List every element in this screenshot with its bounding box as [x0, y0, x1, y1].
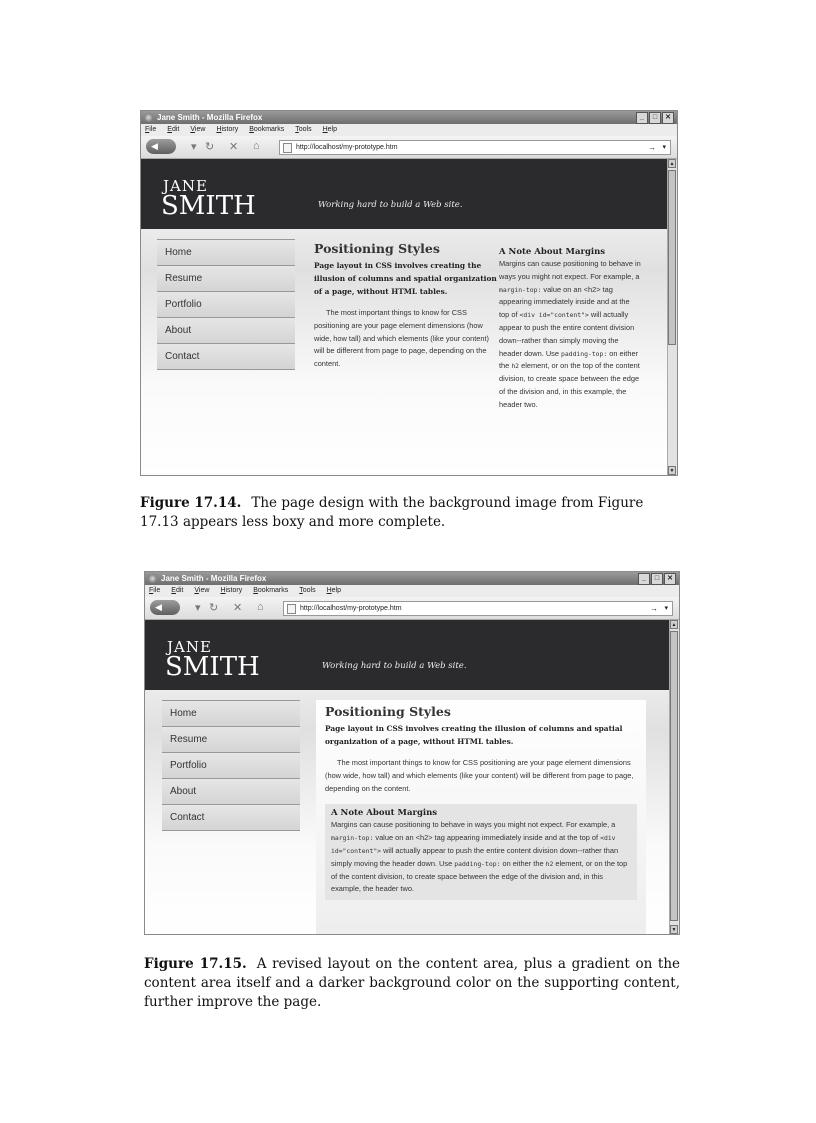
- logo-first-name: JANE: [167, 638, 212, 656]
- body-paragraph: The most important things to know for CSS positioning are your page element dimensions (how wide, how tall) and which elements (like your content) will be different from page to page, depending on the content.: [314, 308, 489, 369]
- menu-tools[interactable]: Tools: [299, 587, 316, 594]
- lead-paragraph: Page layout in CSS involves creating the illusion of columns and spatial organization of a page, without HTML tables.: [325, 724, 623, 746]
- site-header: [145, 620, 670, 690]
- content-heading: Positioning Styles: [314, 241, 440, 256]
- menu-bar: [145, 585, 679, 597]
- note-heading: A Note About Margins: [331, 808, 438, 819]
- home-icon[interactable]: ⌂: [257, 601, 264, 613]
- page-viewport: [141, 159, 668, 475]
- screenshot-figure-17-14: [140, 110, 678, 476]
- window-titlebar: [141, 111, 677, 124]
- navigation-toolbar: [141, 136, 677, 159]
- reload-icon[interactable]: ↻: [205, 141, 215, 153]
- menu-view[interactable]: View: [194, 587, 210, 594]
- minimize-icon[interactable]: _: [636, 112, 648, 124]
- content-heading: Positioning Styles: [325, 704, 451, 719]
- dropdown-icon[interactable]: ▾: [191, 141, 197, 153]
- address-bar[interactable]: [283, 601, 673, 616]
- scroll-up-icon[interactable]: ▲: [671, 622, 677, 628]
- stop-icon[interactable]: ✕: [229, 141, 239, 153]
- url-text: http://localhost/my-prototype.htm: [296, 144, 398, 151]
- nav-contact[interactable]: Contact: [157, 343, 295, 370]
- menu-file[interactable]: File: [149, 587, 161, 594]
- figure-caption-17-14: [140, 494, 678, 532]
- menu-bookmarks[interactable]: Bookmarks: [249, 126, 285, 133]
- firefox-icon: [144, 113, 153, 122]
- address-bar[interactable]: [279, 140, 671, 155]
- site-tagline: Working hard to build a Web site.: [322, 661, 467, 671]
- scroll-thumb[interactable]: [668, 170, 676, 345]
- window-titlebar: [145, 572, 679, 585]
- menu-bookmarks[interactable]: Bookmarks: [253, 587, 289, 594]
- navigation-toolbar: [145, 597, 679, 620]
- window-controls: [636, 112, 674, 124]
- url-dropdown-icon[interactable]: ▾: [662, 144, 666, 151]
- logo-last-name: SMITH: [161, 191, 256, 221]
- vertical-scrollbar[interactable]: [669, 620, 679, 934]
- site-tagline: Working hard to build a Web site.: [318, 200, 463, 210]
- minimize-icon[interactable]: _: [638, 573, 650, 585]
- nav-contact[interactable]: Contact: [162, 804, 300, 831]
- figure-caption-text: The page design with the background image from Figure 17.13 appears less boxy and more complete.: [140, 495, 644, 530]
- maximize-icon[interactable]: □: [651, 573, 663, 585]
- nav-resume[interactable]: Resume: [162, 726, 300, 752]
- go-arrow-icon[interactable]: →: [648, 143, 656, 152]
- nav-about[interactable]: About: [162, 778, 300, 804]
- site-header: [141, 159, 668, 229]
- firefox-icon: [148, 574, 157, 583]
- note-paragraph: Margins can cause positioning to behave in ways you might not expect. For example, a margin-top: value on an <h2> tag appearing immediately inside and at the top of <div id="content"> will actually appear to push the entire content division down--rather than simply moving the header down. Use padding-top: on either the h2 element, or on the top of the content division, to create space between the edge of the division and, in this example, the header two.: [331, 820, 628, 894]
- page-icon: [287, 604, 296, 614]
- menu-help[interactable]: Help: [326, 587, 341, 594]
- menu-help[interactable]: Help: [322, 126, 337, 133]
- menu-file[interactable]: File: [145, 126, 157, 133]
- page-icon: [283, 143, 292, 153]
- dropdown-icon[interactable]: ▾: [195, 602, 201, 614]
- page-viewport: [145, 620, 670, 934]
- nav-home[interactable]: Home: [157, 239, 295, 265]
- site-nav: [157, 239, 295, 370]
- scroll-thumb[interactable]: [670, 631, 678, 921]
- nav-home[interactable]: Home: [162, 700, 300, 726]
- menu-view[interactable]: View: [190, 126, 206, 133]
- window-controls: [638, 573, 676, 585]
- logo-first-name: JANE: [163, 177, 208, 195]
- menu-history[interactable]: History: [216, 126, 239, 133]
- vertical-scrollbar[interactable]: [667, 159, 677, 475]
- logo-last-name: SMITH: [165, 652, 260, 682]
- scroll-down-icon[interactable]: ▼: [669, 468, 675, 474]
- figure-caption-17-15: [144, 955, 680, 1012]
- menu-tools[interactable]: Tools: [295, 126, 312, 133]
- go-arrow-icon[interactable]: →: [650, 604, 658, 613]
- main-content: [314, 241, 498, 371]
- scroll-up-icon[interactable]: ▲: [669, 161, 675, 167]
- window-title: Jane Smith - Mozilla Firefox: [157, 113, 263, 122]
- site-nav: [162, 700, 300, 831]
- back-arrow-icon[interactable]: ◀: [146, 139, 176, 154]
- nav-portfolio[interactable]: Portfolio: [157, 291, 295, 317]
- window-title: Jane Smith - Mozilla Firefox: [161, 574, 267, 583]
- url-dropdown-icon[interactable]: ▾: [664, 605, 668, 612]
- menu-bar: [141, 124, 677, 136]
- main-content: [316, 700, 646, 934]
- body-paragraph: The most important things to know for CSS positioning are your page element dimensions (how wide, how tall) and which elements (like your content) will be different from page to page, depending on the content.: [325, 758, 634, 793]
- sidebar-note: [325, 804, 637, 900]
- note-heading: A Note About Margins: [499, 247, 606, 257]
- menu-edit[interactable]: Edit: [167, 126, 180, 133]
- home-icon[interactable]: ⌂: [253, 140, 260, 152]
- figure-caption-text: A revised layout on the content area, plus a gradient on the content area itself and a darker background color on the supporting content, further improve the page.: [144, 956, 681, 1010]
- back-arrow-icon[interactable]: ◀: [150, 600, 180, 615]
- menu-edit[interactable]: Edit: [171, 587, 184, 594]
- sidebar-note: [499, 247, 641, 412]
- close-icon[interactable]: ✕: [664, 573, 676, 585]
- nav-portfolio[interactable]: Portfolio: [162, 752, 300, 778]
- maximize-icon[interactable]: □: [649, 112, 661, 124]
- stop-icon[interactable]: ✕: [233, 602, 243, 614]
- menu-history[interactable]: History: [220, 587, 243, 594]
- url-text: http://localhost/my-prototype.htm: [300, 605, 402, 612]
- screenshot-figure-17-15: [144, 571, 680, 935]
- figure-label: Figure 17.14.: [140, 495, 242, 511]
- nav-about[interactable]: About: [157, 317, 295, 343]
- scroll-down-icon[interactable]: ▼: [671, 927, 677, 933]
- lead-paragraph: Page layout in CSS involves creating the illusion of columns and spatial organization of a page, without HTML tables.: [314, 261, 497, 296]
- reload-icon[interactable]: ↻: [209, 602, 219, 614]
- nav-resume[interactable]: Resume: [157, 265, 295, 291]
- close-icon[interactable]: ✕: [662, 112, 674, 124]
- figure-label: Figure 17.15.: [144, 956, 247, 972]
- note-paragraph: Margins can cause positioning to behave in ways you might not expect. For example, a margin-top: value on an <h2> tag appearing immediately inside and at the top of <div id="content"> will actually appear to push the entire content division down--rather than simply moving the header down. Use padding-top: on either the h2 element, or on the top of the content division, to create space between the edge of the division and, in this example, the header two.: [499, 259, 641, 409]
